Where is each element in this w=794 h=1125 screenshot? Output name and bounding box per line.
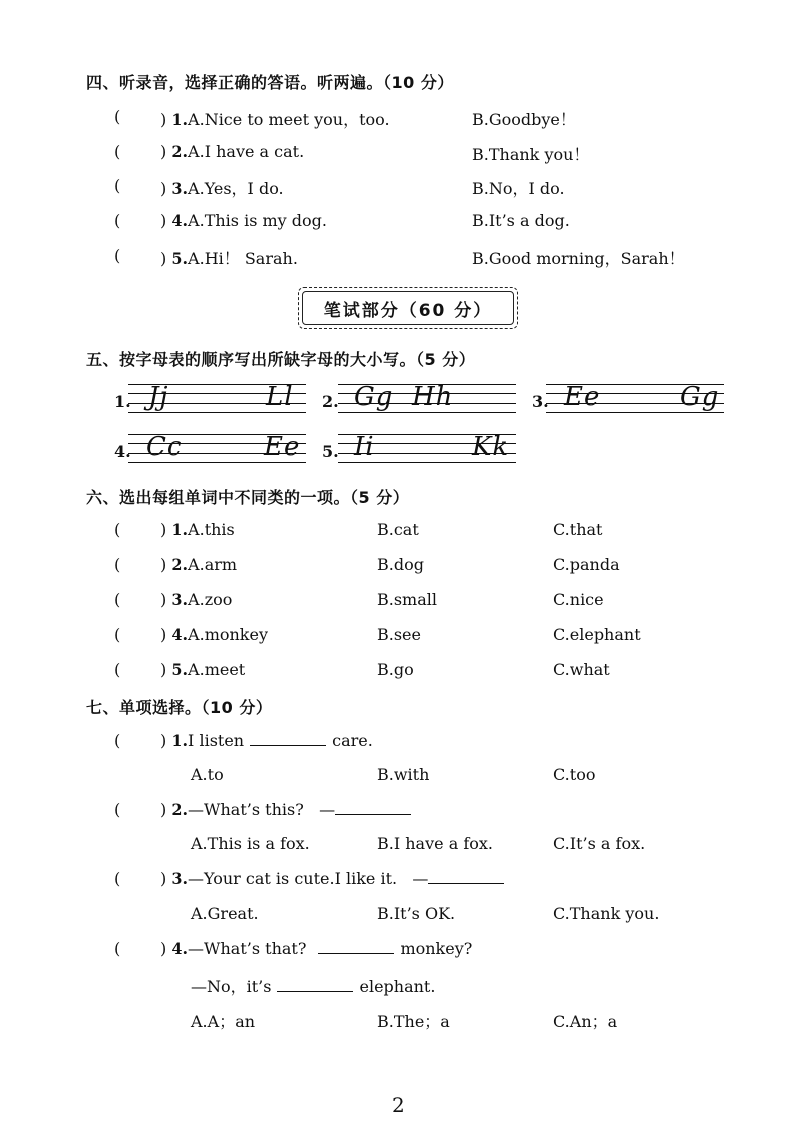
stem-text: —No，it’s <box>191 977 272 996</box>
option-a: A.Hi！ Sarah. <box>188 249 298 268</box>
question-number: 2. <box>171 555 189 574</box>
stem-text: —What’s this? <box>188 800 304 819</box>
section-6-title: 六、选出每组单词中不同类的一项。（5 分） <box>86 488 410 507</box>
option-a: A.zoo <box>188 590 233 609</box>
item-number: 5. <box>322 442 339 461</box>
question-stem <box>160 731 373 750</box>
option-a: A.monkey <box>188 625 268 644</box>
given-letter-left: Gg <box>354 382 394 412</box>
option-b: B.Goodbye！ <box>472 110 576 129</box>
question-number: 1. <box>171 110 189 129</box>
option-a: A.I have a cat. <box>188 142 305 161</box>
question-number: 3. <box>171 869 189 888</box>
given-letter-right: Ll <box>266 382 294 412</box>
stem-text: elephant. <box>359 977 436 996</box>
option-a: A.Yes，I do. <box>188 179 284 198</box>
answer-paren-open[interactable]: ( <box>114 869 121 888</box>
section-5-title: 五、按字母表的顺序写出所缺字母的大小写。（5 分） <box>86 350 476 369</box>
fill-blank[interactable] <box>428 869 504 884</box>
answer-paren-close: ) <box>160 110 167 129</box>
option-b: B.go <box>377 660 414 679</box>
option-b: B.No，I do. <box>472 179 565 198</box>
stem-text: care. <box>332 731 373 750</box>
fill-blank[interactable] <box>250 731 326 746</box>
writing-lines[interactable] <box>546 384 724 414</box>
question-stem <box>160 939 472 958</box>
answer-paren-close: ) <box>160 800 167 819</box>
option-b: B.Good morning，Sarah！ <box>472 249 685 268</box>
option-b: B.small <box>377 590 437 609</box>
option-a: A.A；an <box>191 1012 256 1031</box>
question-number: 4. <box>171 625 189 644</box>
answer-paren-open[interactable]: ( <box>114 520 121 539</box>
question-stem <box>160 869 510 888</box>
written-part-banner <box>298 287 518 329</box>
answer-paren-open[interactable]: ( <box>114 660 121 679</box>
answer-paren-close: ) <box>160 211 167 230</box>
option-c: C.An；a <box>553 1012 618 1031</box>
stem-text: —Your cat is cute.I like it. <box>188 869 398 888</box>
given-letter-right: Hh <box>412 382 454 412</box>
answer-paren-close: ) <box>160 660 167 679</box>
option-a: A.to <box>191 765 224 784</box>
answer-paren-open[interactable]: ( <box>114 107 121 126</box>
option-a: A.This is a fox. <box>191 834 310 853</box>
stem-text: — <box>319 800 336 819</box>
answer-paren-open[interactable]: ( <box>114 555 121 574</box>
answer-paren-open[interactable]: ( <box>114 939 121 958</box>
stem-text: monkey? <box>400 939 473 958</box>
stem-text: —What’s that? <box>188 939 307 958</box>
item-number: 2. <box>322 392 339 411</box>
answer-paren-open[interactable]: ( <box>114 731 121 750</box>
writing-lines[interactable] <box>338 434 516 464</box>
answer-paren-close: ) <box>160 179 167 198</box>
given-letter-left: Jj <box>148 382 169 412</box>
answer-paren-open[interactable]: ( <box>114 590 121 609</box>
option-b: B.see <box>377 625 421 644</box>
question-row <box>160 107 390 130</box>
question-stem-line2 <box>191 974 435 997</box>
fill-blank[interactable] <box>318 939 394 954</box>
option-c: C.panda <box>553 555 620 574</box>
writing-lines[interactable] <box>338 384 516 414</box>
answer-paren-close: ) <box>160 520 167 539</box>
question-number: 3. <box>171 179 189 198</box>
answer-paren-open[interactable]: ( <box>114 142 121 161</box>
section-7-title: 七、单项选择。（10 分） <box>86 698 273 717</box>
item-number: 1. <box>114 392 131 411</box>
answer-paren-close: ) <box>160 555 167 574</box>
question-number: 4. <box>171 939 189 958</box>
fill-blank[interactable] <box>335 800 411 815</box>
option-b: B.It’s OK. <box>377 904 456 923</box>
option-c: C.what <box>553 660 610 679</box>
question-number: 2. <box>171 142 189 161</box>
option-b: B.cat <box>377 520 419 539</box>
given-letter-right: Ee <box>264 432 301 462</box>
question-number: 4. <box>171 211 189 230</box>
option-a: A.Nice to meet you，too. <box>188 110 390 129</box>
question-number: 3. <box>171 590 189 609</box>
option-b: B.The；a <box>377 1012 450 1031</box>
question-number: 5. <box>171 249 189 268</box>
answer-paren-close: ) <box>160 731 167 750</box>
option-a: A.arm <box>188 555 238 574</box>
option-c: C.too <box>553 765 596 784</box>
option-b: B.It’s a dog. <box>472 211 570 230</box>
answer-paren-open[interactable]: ( <box>114 625 121 644</box>
item-number: 3. <box>532 392 549 411</box>
option-a: A.Great. <box>191 904 259 923</box>
answer-paren-open[interactable]: ( <box>114 246 121 265</box>
answer-paren-open[interactable]: ( <box>114 176 121 195</box>
answer-paren-close: ) <box>160 249 167 268</box>
option-a: A.meet <box>188 660 246 679</box>
writing-lines[interactable] <box>128 434 306 464</box>
option-c: C.It’s a fox. <box>553 834 646 853</box>
given-letter-left: Ee <box>564 382 601 412</box>
question-number: 1. <box>171 520 189 539</box>
answer-paren-close: ) <box>160 625 167 644</box>
fill-blank[interactable] <box>277 977 353 992</box>
option-b: B.with <box>377 765 430 784</box>
writing-lines[interactable] <box>128 384 306 414</box>
question-row <box>114 107 120 126</box>
question-stem <box>160 800 417 819</box>
given-letter-right: Gg <box>680 382 720 412</box>
option-b: B.Thank you！ <box>472 145 590 164</box>
given-letter-left: Cc <box>146 432 183 462</box>
option-a: A.This is my dog. <box>188 211 327 230</box>
page-number: 2 <box>392 1093 405 1117</box>
question-number: 5. <box>171 660 189 679</box>
banner-text: 笔试部分（60 分） <box>323 300 493 321</box>
answer-paren-close: ) <box>160 590 167 609</box>
section-4-title: 四、听录音，选择正确的答语。听两遍。（10 分） <box>86 73 454 92</box>
question-number: 1. <box>171 731 189 750</box>
answer-paren-close: ) <box>160 142 167 161</box>
item-number: 4. <box>114 442 131 461</box>
answer-paren-open[interactable]: ( <box>114 211 121 230</box>
stem-text: I listen <box>188 731 245 750</box>
option-c: C.that <box>553 520 603 539</box>
given-letter-right: Kk <box>472 432 510 462</box>
stem-text: — <box>412 869 429 888</box>
option-b: B.dog <box>377 555 424 574</box>
answer-paren-open[interactable]: ( <box>114 800 121 819</box>
answer-paren-close: ) <box>160 869 167 888</box>
option-c: C.nice <box>553 590 604 609</box>
question-number: 2. <box>171 800 189 819</box>
option-a: A.this <box>188 520 235 539</box>
answer-paren-close: ) <box>160 939 167 958</box>
option-b: B.I have a fox. <box>377 834 493 853</box>
option-c: C.Thank you. <box>553 904 660 923</box>
option-c: C.elephant <box>553 625 641 644</box>
given-letter-left: Ii <box>354 432 375 462</box>
